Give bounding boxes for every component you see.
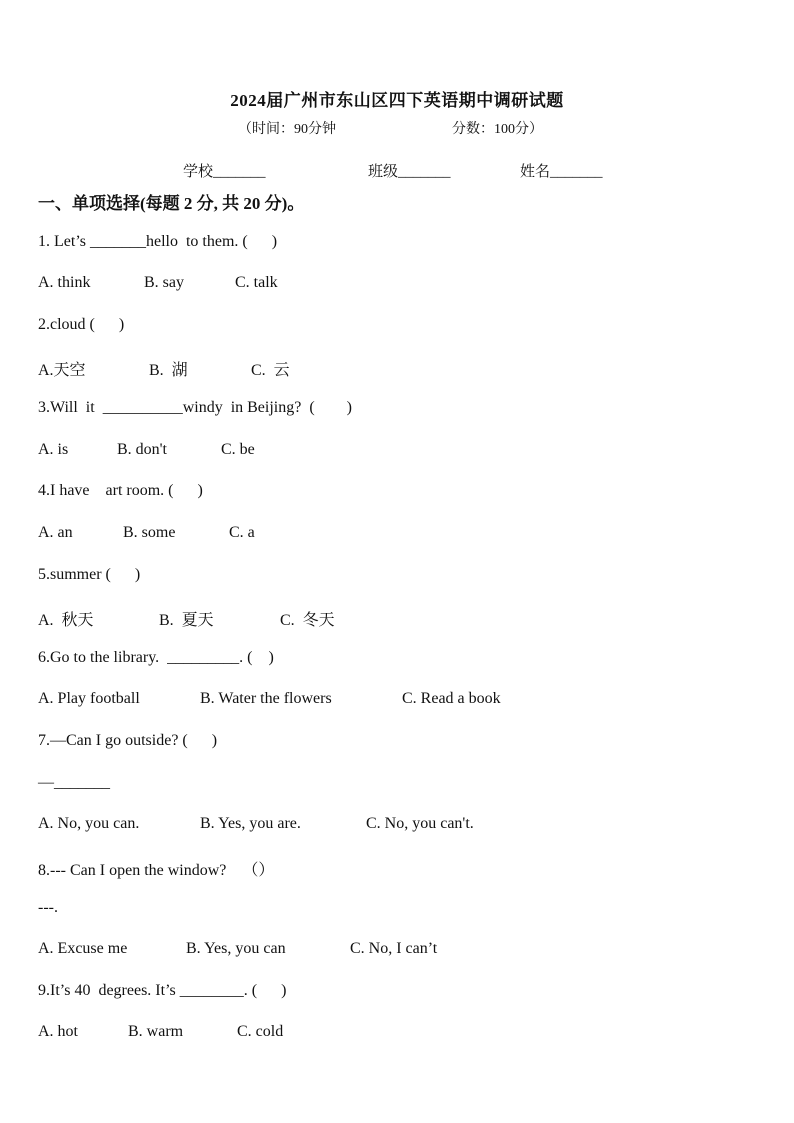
q7-option-b: B. Yes, you are. bbox=[200, 815, 301, 832]
q3-option-b: B. don't bbox=[117, 441, 167, 458]
q8-option-b: B. Yes, you can bbox=[186, 940, 286, 957]
exam-time: （时间：90分钟 bbox=[238, 122, 336, 137]
question-3-stem: 3.Will it __________windy in Beijing? ( ) bbox=[38, 399, 352, 416]
school-field: 学校_______ bbox=[183, 164, 266, 180]
q2-option-a: A.天空 bbox=[38, 362, 86, 379]
q6-option-b: B. Water the flowers bbox=[200, 690, 332, 707]
question-4-stem: 4.I have art room. ( ) bbox=[38, 482, 203, 499]
q5-option-c: C. 冬天 bbox=[280, 612, 335, 629]
q9-option-c: C. cold bbox=[237, 1023, 284, 1040]
q9-option-a: A. hot bbox=[38, 1023, 78, 1040]
question-6-stem: 6.Go to the library. _________. ( ) bbox=[38, 649, 274, 666]
question-9-stem: 9.It’s 40 degrees. It’s ________. ( ) bbox=[38, 982, 287, 999]
question-2-stem: 2.cloud ( ) bbox=[38, 316, 125, 333]
question-8-answer-line: ---. bbox=[38, 899, 58, 916]
question-5-options bbox=[38, 607, 758, 629]
question-4-options bbox=[38, 524, 758, 546]
page-title: 2024届广州市东山区四下英语期中调研试题 bbox=[230, 91, 564, 110]
q5-option-a: A. 秋天 bbox=[38, 612, 94, 629]
q6-option-a: A. Play football bbox=[38, 690, 140, 707]
section-title: 一、单项选择(每题 2 分, 共 20 分)。 bbox=[38, 194, 305, 213]
q8-option-c: C. No, I can’t bbox=[350, 940, 438, 957]
q3-option-a: A. is bbox=[38, 441, 69, 458]
question-8-stem: 8.--- Can I open the window? （） bbox=[38, 862, 275, 879]
q2-option-c: C. 云 bbox=[251, 362, 290, 379]
question-8-options bbox=[38, 940, 758, 962]
q2-option-b: B. 湖 bbox=[149, 362, 188, 379]
question-7-stem: 7.—Can I go outside? ( ) bbox=[38, 732, 218, 749]
q1-option-b: B. say bbox=[144, 274, 184, 291]
q7-option-a: A. No, you can. bbox=[38, 815, 140, 832]
question-1-stem: 1. Let’s _______hello to them. ( ) bbox=[38, 233, 278, 250]
question-3-options bbox=[38, 441, 758, 463]
q6-option-c: C. Read a book bbox=[402, 690, 501, 707]
question-9-options bbox=[38, 1023, 758, 1045]
q7-option-c: C. No, you can't. bbox=[366, 815, 474, 832]
q9-option-b: B. warm bbox=[128, 1023, 184, 1040]
name-field: 姓名_______ bbox=[520, 164, 603, 180]
question-5-stem: 5.summer ( ) bbox=[38, 566, 141, 583]
question-1-options bbox=[38, 274, 758, 296]
class-field: 班级_______ bbox=[368, 164, 451, 180]
q4-option-c: C. a bbox=[229, 524, 255, 541]
q8-option-a: A. Excuse me bbox=[38, 940, 128, 957]
q1-option-c: C. talk bbox=[235, 274, 278, 291]
q4-option-a: A. an bbox=[38, 524, 73, 541]
exam-score: 分数：100分） bbox=[452, 122, 543, 137]
question-7-options bbox=[38, 815, 758, 837]
question-2-options bbox=[38, 357, 758, 379]
q1-option-a: A. think bbox=[38, 274, 91, 291]
q5-option-b: B. 夏天 bbox=[159, 612, 214, 629]
q4-option-b: B. some bbox=[123, 524, 176, 541]
question-6-options bbox=[38, 690, 758, 712]
q3-option-c: C. be bbox=[221, 441, 255, 458]
question-7-answer-line: —_______ bbox=[38, 774, 110, 791]
